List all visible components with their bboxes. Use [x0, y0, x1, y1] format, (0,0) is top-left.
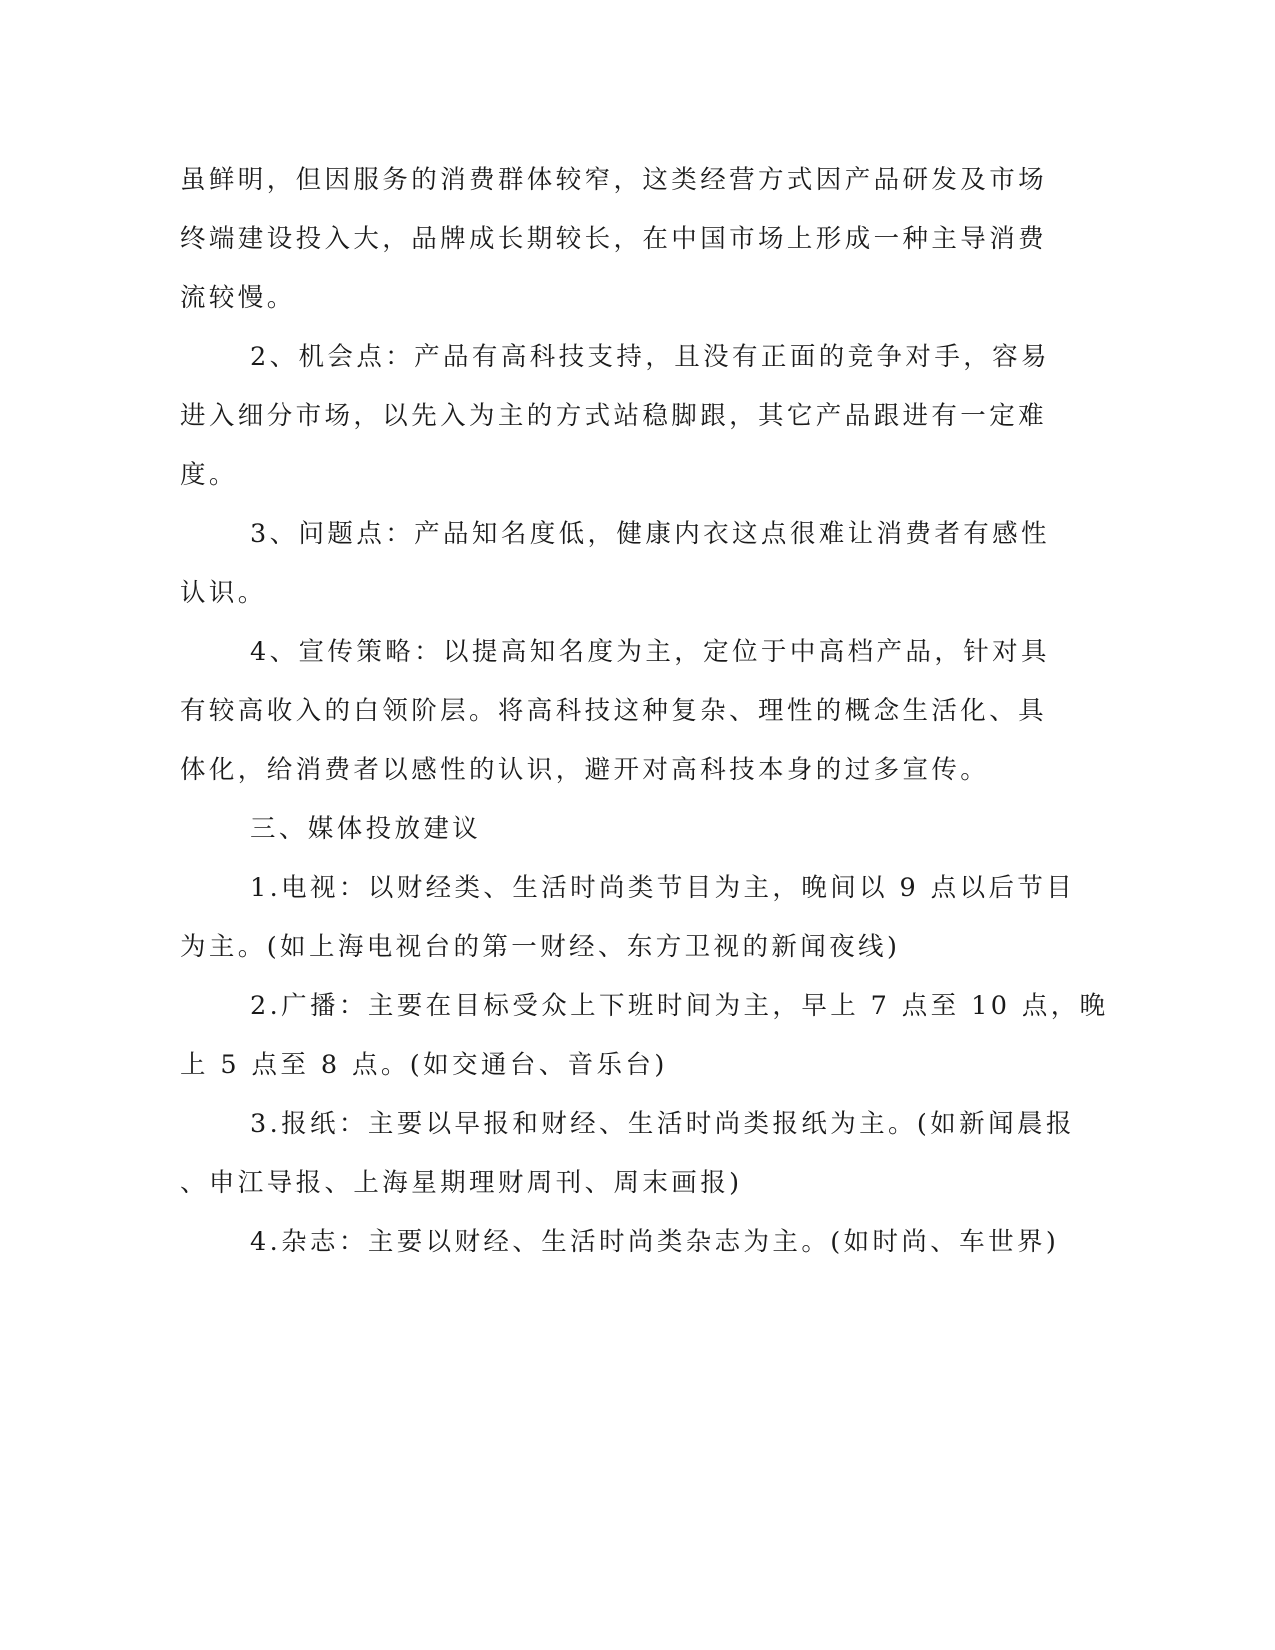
text-line: 为主。(如上海电视台的第一财经、东方卫视的新闻夜线): [180, 932, 901, 962]
text-line: 终端建设投入大，品牌成长期较长，在中国市场上形成一种主导消费: [180, 224, 1048, 254]
paragraph-radio: 2.广播：主要在目标受众上下班时间为主，早上 7 点至 10 点，晚: [250, 991, 1109, 1021]
text-line: 虽鲜明，但因服务的消费群体较窄，这类经营方式因产品研发及市场: [180, 165, 1048, 195]
paragraph-problem: 3、问题点：产品知名度低，健康内衣这点很难让消费者有感性: [250, 519, 1050, 549]
paragraph-strategy: 4、宣传策略：以提高知名度为主，定位于中高档产品，针对具: [250, 637, 1050, 667]
paragraph-magazine: 4.杂志：主要以财经、生活时尚类杂志为主。(如时尚、车世界): [250, 1227, 1060, 1257]
paragraph-tv: 1.电视：以财经类、生活时尚类节目为主，晚间以 9 点以后节目: [250, 873, 1076, 903]
text-line: 度。: [180, 460, 238, 490]
text-line: 认识。: [180, 578, 267, 608]
text-line: 、申江导报、上海星期理财周刊、周末画报): [180, 1168, 743, 1198]
text-line: 进入细分市场，以先入为主的方式站稳脚跟，其它产品跟进有一定难: [180, 401, 1048, 431]
text-line: 流较慢。: [180, 283, 296, 313]
text-line: 有较高收入的白领阶层。将高科技这种复杂、理性的概念生活化、具: [180, 696, 1048, 726]
paragraph-opportunity: 2、机会点：产品有高科技支持，且没有正面的竞争对手，容易: [250, 342, 1050, 372]
text-line: 体化，给消费者以感性的认识，避开对高科技本身的过多宣传。: [180, 755, 990, 785]
paragraph-newspaper: 3.报纸：主要以早报和财经、生活时尚类报纸为主。(如新闻晨报: [250, 1109, 1075, 1139]
section-heading: 三、媒体投放建议: [250, 814, 482, 844]
text-line: 上 5 点至 8 点。(如交通台、音乐台): [180, 1050, 668, 1080]
